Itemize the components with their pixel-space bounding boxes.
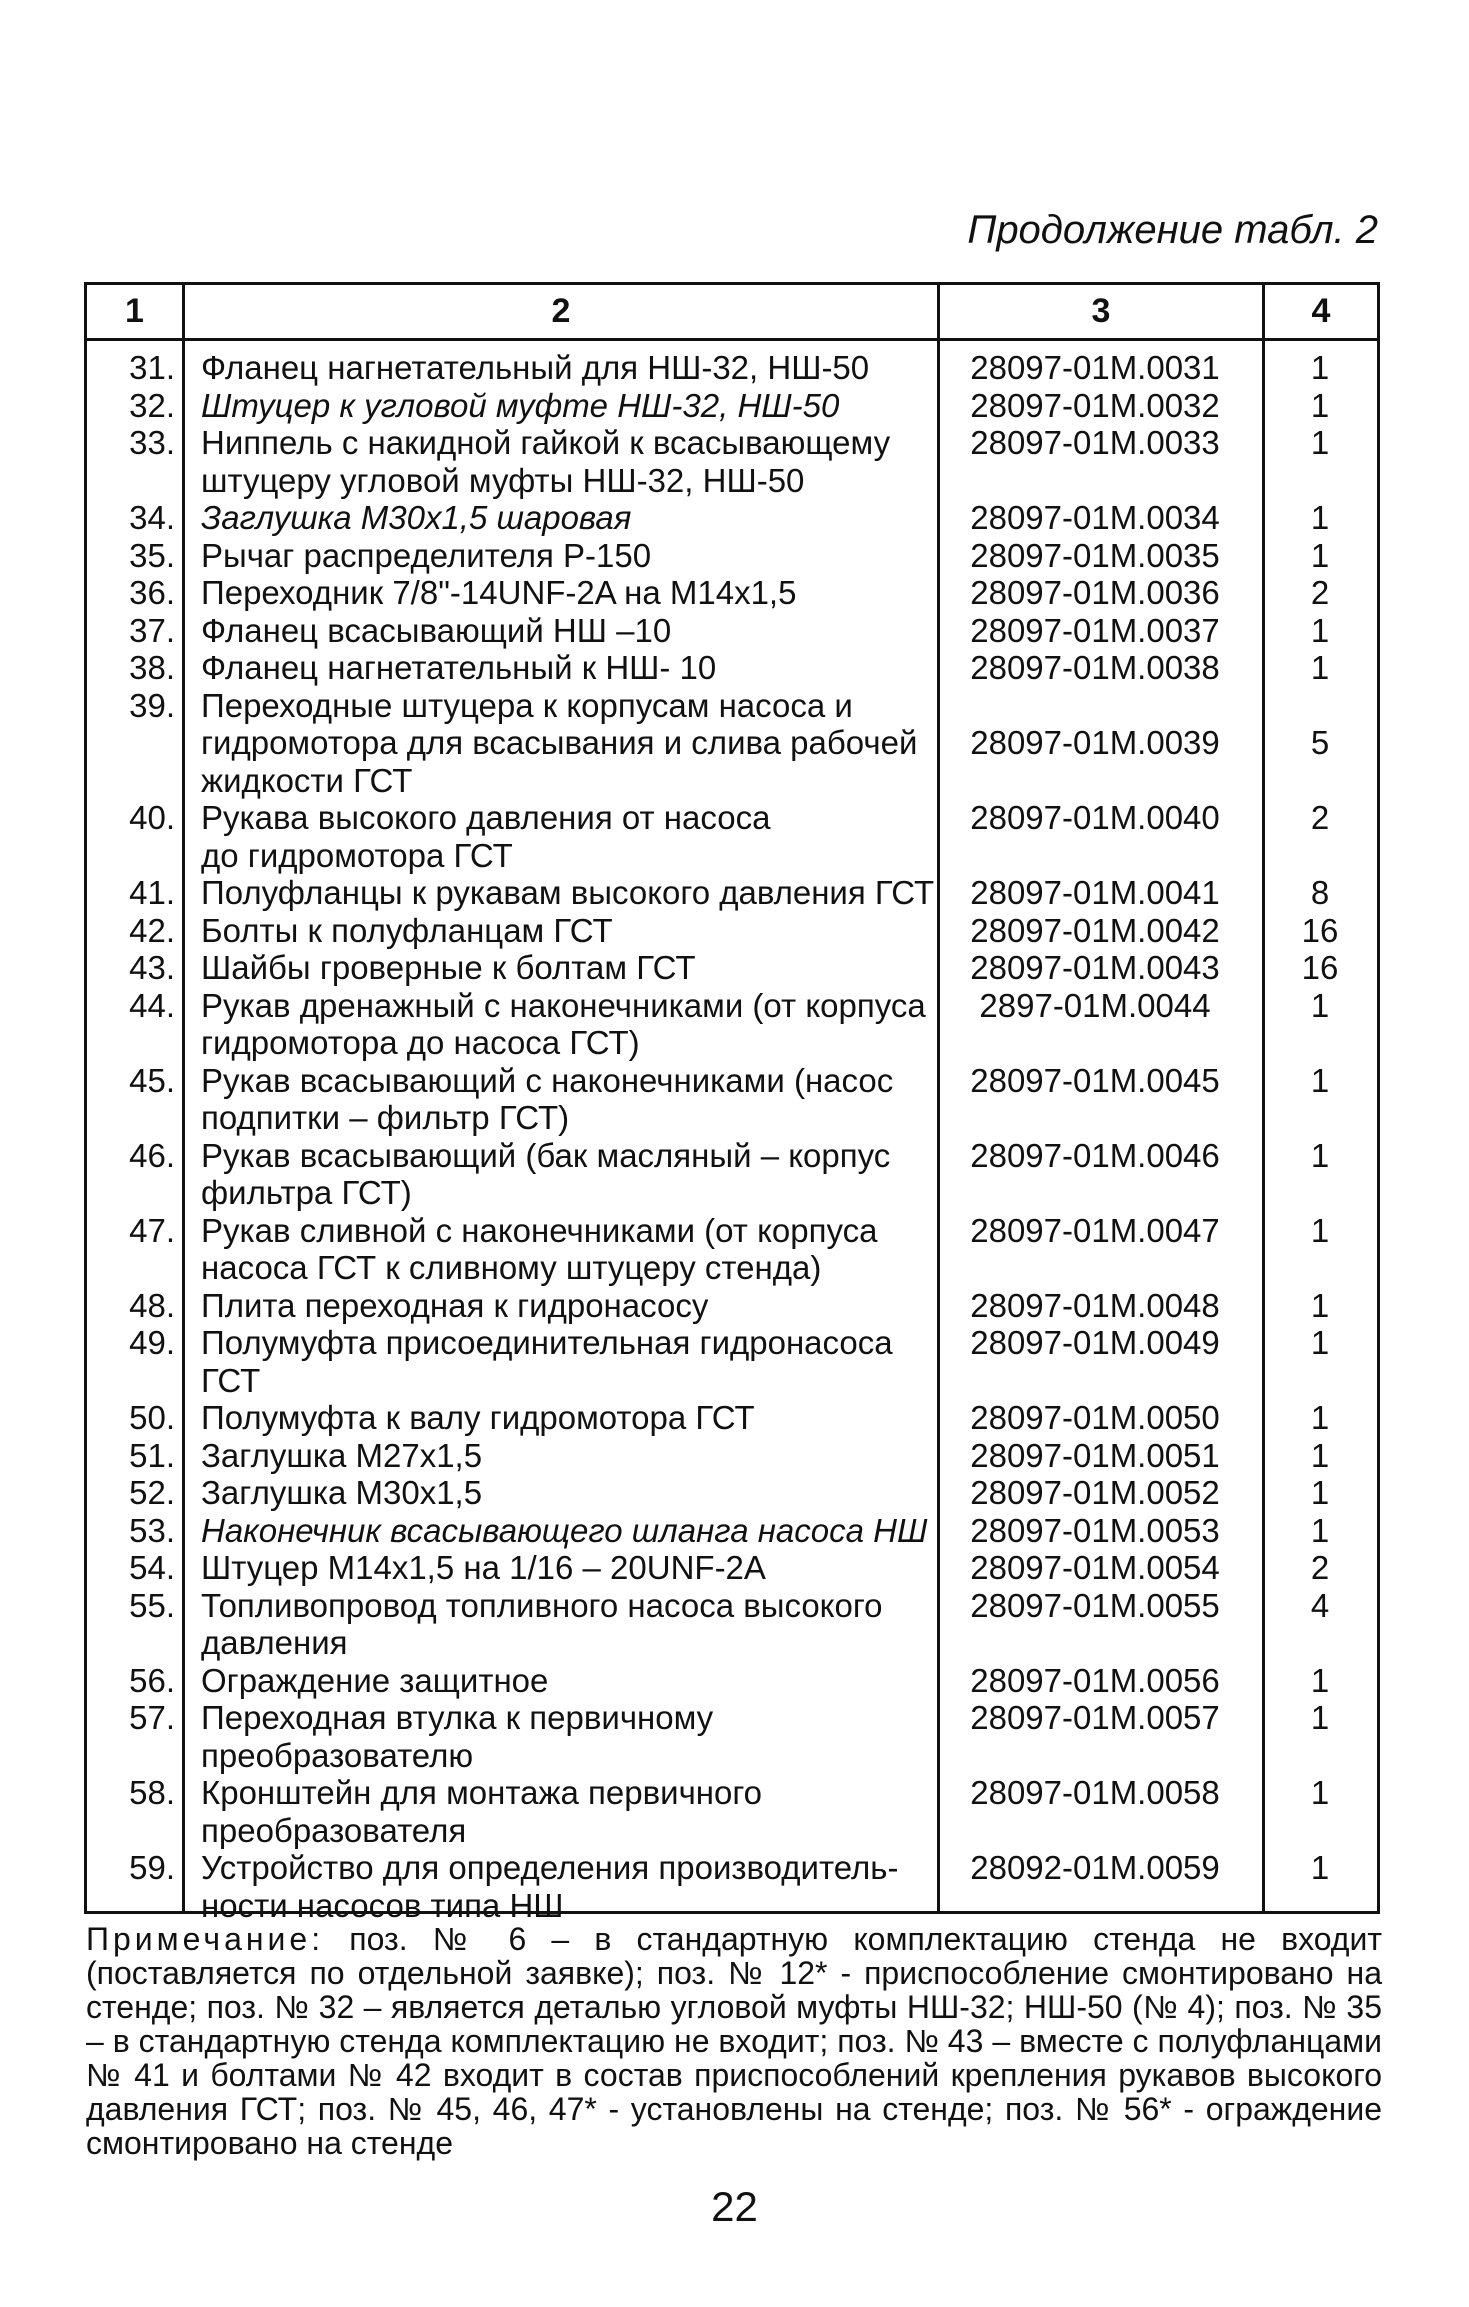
table-row: [87, 1587, 1377, 1662]
row-number: 32.: [129, 386, 175, 424]
row-number: 33.: [129, 424, 175, 461]
table-row: [87, 1549, 1377, 1587]
item-code: 28092-01М.0059: [970, 1849, 1220, 1886]
table-row: [87, 649, 1377, 687]
item-name-line: Наконечник всасывающего шланга насоса НШ: [201, 1511, 928, 1549]
table-row: [87, 349, 1377, 387]
item-name-line: Переходная втулка к первичному: [201, 1699, 714, 1736]
header-col-4: 4: [1311, 292, 1331, 330]
item-name: [185, 1849, 940, 1924]
item-code: 28097-01М.0034: [970, 499, 1220, 536]
item-name-line: преобразователя: [201, 1811, 467, 1849]
row-number: 42.: [129, 911, 175, 949]
item-name-line: Фланец нагнетательный к НШ- 10: [201, 649, 717, 686]
item-code: 28097-01М.0042: [970, 911, 1220, 949]
item-name: [185, 1662, 940, 1700]
row-number: 52.: [129, 1474, 175, 1511]
table-caption: Продолжение табл. 2: [967, 208, 1378, 252]
item-name-line: Штуцер к угловой муфте НШ-32, НШ-50: [201, 386, 840, 424]
item-quantity: 1: [1310, 649, 1330, 686]
header-col-1: 1: [125, 292, 144, 330]
item-quantity: 1: [1310, 1474, 1330, 1511]
item-name-line: Рукав всасывающий (бак масляный – корпус: [201, 1136, 891, 1174]
item-name: [185, 687, 940, 800]
item-name: [185, 349, 940, 387]
item-name-line: Шайбы гроверные к болтам ГСТ: [201, 949, 696, 986]
item-code: 28097-01М.0053: [970, 1511, 1220, 1549]
row-number: 39.: [129, 686, 175, 724]
item-name: [185, 1437, 940, 1475]
item-code: 28097-01М.0057: [970, 1699, 1220, 1736]
item-name-line: Фланец нагнетательный для НШ-32, НШ-50: [201, 349, 870, 386]
item-quantity: 1: [1310, 1699, 1330, 1736]
item-name-line: давления: [201, 1624, 348, 1661]
item-quantity: 5: [1310, 724, 1330, 761]
table-row: [87, 1437, 1377, 1475]
item-quantity: 1: [1310, 536, 1330, 574]
item-name-line: Полумуфта присоединительная гидронасоса ГСТ: [201, 1324, 893, 1399]
table-row: [87, 1774, 1377, 1849]
row-number: 59.: [129, 1849, 175, 1886]
table-row: [87, 499, 1377, 537]
table-row: [87, 799, 1377, 874]
row-number: 43.: [129, 949, 175, 986]
item-name: [185, 537, 940, 575]
item-quantity: 1: [1310, 349, 1330, 386]
item-quantity: 2: [1310, 574, 1330, 611]
item-name: [185, 799, 940, 874]
row-number: 36.: [129, 574, 175, 611]
item-quantity: 2: [1310, 799, 1330, 836]
row-number: 54.: [129, 1549, 175, 1586]
footnote-text: поз. № 6 – в стандартную комплектацию стенда не входит (поставляется по отдельной заявке); поз. № 12* - приспособление смонтировано на стенде; поз. № 32 – является деталью угловой муфты НШ-32; НШ-50 (№ 4); поз. № 35 – в стандартную стенда комплектацию не входит; поз. № 43 – вместе с полуфланцами № 41 и болтами № 42 входит в состав приспособлений крепления рукавов высокого давления ГСТ; поз. № 45, 46, 47* - установлены на стенде; поз. № 56* - ограждение смонтировано на стенде: [86, 1921, 1383, 2161]
item-name: [185, 424, 940, 499]
table-row: [87, 574, 1377, 612]
item-name-line: Устройство для определения производитель-: [201, 1849, 899, 1886]
item-name-line: Плита переходная к гидронасосу: [201, 1286, 709, 1324]
item-name-line: гидромотора для всасывания и слива рабочей: [201, 724, 918, 761]
row-number: 37.: [129, 611, 175, 649]
item-name-line: Полумуфта к валу гидромотора ГСТ: [201, 1399, 755, 1436]
item-code: 28097-01М.0046: [970, 1136, 1220, 1174]
item-name: [185, 1062, 940, 1137]
table-row: [87, 949, 1377, 987]
row-number: 55.: [129, 1586, 175, 1624]
item-name-line: фильтра ГСТ): [201, 1174, 412, 1211]
row-number: 48.: [129, 1286, 175, 1324]
item-name-line: подпитки – фильтр ГСТ): [201, 1099, 570, 1136]
item-name-line: до гидромотора ГСТ: [201, 836, 513, 874]
item-code: 28097-01М.0038: [970, 649, 1220, 686]
item-code: 28097-01М.0043: [970, 949, 1220, 986]
item-name-line: Переходные штуцера к корпусам насоса и: [201, 686, 853, 724]
item-name-line: Рычаг распределителя Р-150: [201, 536, 652, 574]
item-name: [185, 987, 940, 1062]
item-quantity: 16: [1301, 911, 1339, 949]
item-name-line: Рукав всасывающий с наконечниками (насос: [201, 1061, 894, 1099]
item-name-line: Переходник 7/8"-14UNF-2A на М14х1,5: [201, 574, 797, 611]
row-number: 49.: [129, 1324, 175, 1361]
item-quantity: 16: [1301, 949, 1339, 986]
footnote-label: Примечание:: [86, 1921, 325, 1957]
item-name: [185, 1549, 940, 1587]
table-row: [87, 1699, 1377, 1774]
item-code: 28097-01М.0040: [970, 799, 1220, 836]
item-quantity: 1: [1310, 1511, 1330, 1549]
item-code: 28097-01М.0037: [970, 611, 1220, 649]
item-code: 2897-01М.0044: [979, 986, 1211, 1024]
item-quantity: 1: [1310, 1211, 1330, 1249]
table-row: [87, 874, 1377, 912]
row-number: 58.: [129, 1774, 175, 1811]
item-name-line: ности насосов типа НШ: [201, 1886, 564, 1924]
item-quantity: 1: [1310, 1399, 1330, 1436]
item-quantity: 1: [1310, 1661, 1330, 1699]
table-row: [87, 1212, 1377, 1287]
table-row: [87, 912, 1377, 950]
row-number: 34.: [129, 499, 175, 536]
item-name: [185, 612, 940, 650]
item-quantity: 1: [1310, 986, 1330, 1024]
item-name-line: Заглушка М27х1,5: [201, 1436, 483, 1474]
item-quantity: 1: [1310, 424, 1330, 461]
item-quantity: 8: [1310, 874, 1330, 911]
item-quantity: 1: [1310, 386, 1330, 424]
header-col-3: 3: [1091, 292, 1111, 330]
item-name: [185, 574, 940, 612]
row-number: 51.: [129, 1436, 175, 1474]
row-number: 45.: [129, 1061, 175, 1099]
item-name-line: Фланец всасывающий НШ –10: [201, 611, 672, 649]
item-name: [185, 1587, 940, 1662]
item-name-line: Топливопровод топливного насоса высокого: [201, 1586, 883, 1624]
item-code: 28097-01М.0055: [970, 1586, 1220, 1624]
row-number: 56.: [129, 1661, 175, 1699]
table-row: [87, 1137, 1377, 1212]
table-row: [87, 1324, 1377, 1399]
item-name-line: преобразователю: [201, 1736, 474, 1774]
item-name: [185, 1287, 940, 1325]
item-quantity: 1: [1310, 611, 1330, 649]
item-name: [185, 1399, 940, 1437]
item-quantity: 1: [1310, 1436, 1330, 1474]
item-code: 28097-01М.0033: [970, 424, 1220, 461]
footnote: [86, 1922, 1382, 2160]
item-code: 28097-01М.0052: [970, 1474, 1220, 1511]
table-body: [87, 349, 1377, 1924]
item-name-line: Штуцер М14х1,5 на 1/16 – 20UNF-2A: [201, 1549, 766, 1586]
row-number: 50.: [129, 1399, 175, 1436]
item-code: 28097-01М.0054: [970, 1549, 1220, 1586]
item-name: [185, 1324, 940, 1399]
table-row: [87, 1399, 1377, 1437]
item-code: 28097-01М.0056: [970, 1661, 1220, 1699]
item-code: 28097-01М.0045: [970, 1061, 1220, 1099]
item-name-line: Кронштейн для монтажа первичного: [201, 1774, 763, 1811]
row-number: 40.: [129, 799, 175, 836]
item-name: [185, 1699, 940, 1774]
item-name-line: штуцеру угловой муфты НШ-32, НШ-50: [201, 461, 805, 499]
item-name-line: Рукав дренажный с наконечниками (от корпуса: [201, 986, 926, 1024]
item-name-line: Заглушка М30х1,5 шаровая: [201, 499, 632, 536]
row-number: 31.: [129, 349, 175, 386]
item-code: 28097-01М.0050: [970, 1399, 1220, 1436]
table-row: [87, 687, 1377, 800]
item-name: [185, 1137, 940, 1212]
table-row: [87, 1662, 1377, 1700]
item-name-line: насоса ГСТ к сливному штуцеру стенда): [201, 1249, 822, 1286]
item-quantity: 2: [1310, 1549, 1330, 1586]
table-row: [87, 1287, 1377, 1325]
item-code: 28097-01М.0049: [970, 1324, 1220, 1361]
page-number: 22: [711, 2183, 758, 2230]
item-code: 28097-01М.0051: [970, 1436, 1220, 1474]
table-row: [87, 1474, 1377, 1512]
header-col-2: 2: [551, 292, 571, 330]
item-code: 28097-01М.0036: [970, 574, 1220, 611]
item-quantity: 1: [1310, 1286, 1330, 1324]
item-name: [185, 1512, 940, 1550]
item-quantity: 1: [1310, 1136, 1330, 1174]
item-code: 28097-01М.0041: [970, 874, 1220, 911]
table-row: [87, 387, 1377, 425]
row-number: 38.: [129, 649, 175, 686]
row-number: 57.: [129, 1699, 175, 1736]
item-name: [185, 499, 940, 537]
item-name-line: Ниппель с накидной гайкой к всасывающему: [201, 424, 891, 461]
table-row: [87, 1062, 1377, 1137]
item-quantity: 1: [1310, 1324, 1330, 1361]
item-name: [185, 949, 940, 987]
item-code: 28097-01М.0047: [970, 1211, 1220, 1249]
item-name: [185, 1774, 940, 1849]
item-quantity: 4: [1310, 1586, 1330, 1624]
item-name: [185, 649, 940, 687]
table-row: [87, 1849, 1377, 1924]
table-row: [87, 612, 1377, 650]
item-name: [185, 387, 940, 425]
item-name: [185, 912, 940, 950]
item-quantity: 1: [1310, 1061, 1330, 1099]
item-name-line: Рукава высокого давления от насоса: [201, 799, 771, 836]
item-name-line: Заглушка М30х1,5: [201, 1474, 483, 1511]
item-code: 28097-01М.0031: [970, 349, 1220, 386]
item-name-line: гидромотора до насоса ГСТ): [201, 1024, 640, 1061]
table-header: [87, 285, 1377, 341]
item-quantity: 1: [1310, 1774, 1330, 1811]
row-number: 35.: [129, 536, 175, 574]
item-code: 28097-01М.0035: [970, 536, 1220, 574]
row-number: 53.: [129, 1511, 175, 1549]
item-quantity: 1: [1310, 499, 1330, 536]
item-name: [185, 1474, 940, 1512]
item-name-line: жидкости ГСТ: [201, 761, 413, 799]
item-name-line: Полуфланцы к рукавам высокого давления ГСТ: [201, 874, 935, 911]
table-row: [87, 424, 1377, 499]
item-code: 28097-01М.0032: [970, 386, 1220, 424]
item-code: 28097-01М.0048: [970, 1286, 1220, 1324]
item-name: [185, 874, 940, 912]
table-row: [87, 1512, 1377, 1550]
table-row: [87, 537, 1377, 575]
row-number: 41.: [129, 874, 175, 911]
item-name-line: Рукав сливной с наконечниками (от корпуса: [201, 1211, 878, 1249]
parts-table: [84, 282, 1380, 1924]
item-name-line: Болты к полуфланцам ГСТ: [201, 911, 613, 949]
item-name-line: Ограждение защитное: [201, 1661, 549, 1699]
item-code: 28097-01М.0039: [970, 724, 1220, 761]
item-name: [185, 1212, 940, 1287]
row-number: 47.: [129, 1211, 175, 1249]
item-code: 28097-01М.0058: [970, 1774, 1220, 1811]
item-quantity: 1: [1310, 1849, 1330, 1886]
table-row: [87, 987, 1377, 1062]
row-number: 46.: [129, 1136, 175, 1174]
row-number: 44.: [129, 986, 175, 1024]
